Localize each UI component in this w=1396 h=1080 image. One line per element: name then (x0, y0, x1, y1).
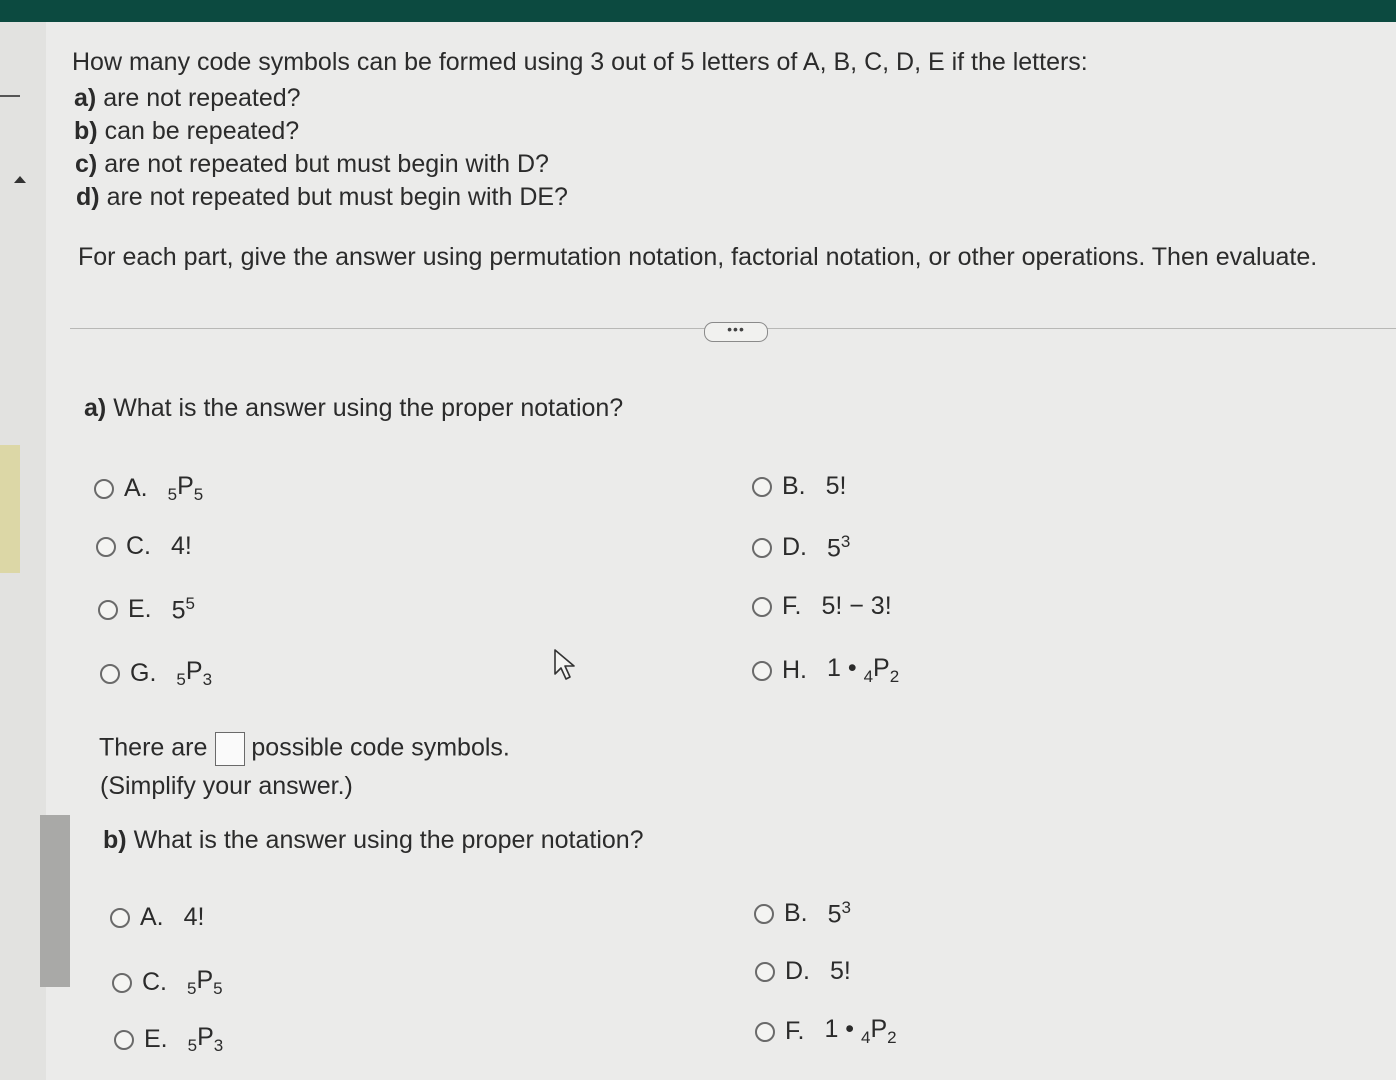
part-a-option-b[interactable]: B. 5! (752, 472, 846, 501)
part-b-option-c[interactable]: C. $_5P_5$ (112, 966, 223, 999)
question-part-d: d) are not repeated but must begin with DE? (76, 183, 568, 211)
part-a-option-a[interactable]: A. $_5P_5$ (94, 472, 203, 505)
part-a-option-c[interactable]: C. 4! (96, 532, 192, 561)
part-a-prompt: a) What is the answer using the proper notation? (84, 394, 624, 422)
radio-button[interactable] (96, 537, 116, 557)
radio-button[interactable] (752, 597, 772, 617)
radio-button[interactable] (752, 661, 772, 681)
option-math: 1 • $_4P_2$ (827, 654, 900, 686)
radio-button[interactable] (752, 538, 772, 558)
option-math: $_5P_5$ (187, 966, 223, 998)
part-b-option-d[interactable]: D. 5! (755, 957, 851, 986)
part-b-option-e[interactable]: E. $_5P_3$ (114, 1023, 223, 1056)
option-math: $5^3$ (827, 898, 851, 929)
option-math: $5^5$ (171, 594, 195, 625)
simplify-note: (Simplify your answer.) (100, 772, 353, 800)
question-part-b: b) can be repeated? (74, 117, 300, 145)
part-a-option-h[interactable]: H. 1 • $_4P_2$ (752, 654, 899, 687)
option-math: $_5P_3$ (176, 657, 213, 689)
part-b-prompt: b) What is the answer using the proper notation? (103, 826, 644, 854)
option-math: $_5P_3$ (187, 1023, 224, 1055)
answer-input[interactable] (215, 732, 245, 766)
radio-button[interactable] (752, 477, 772, 497)
mouse-pointer-icon (552, 648, 582, 682)
option-math: $_5P_5$ (167, 472, 204, 504)
radio-button[interactable] (94, 479, 114, 499)
scrollbar-thumb[interactable] (40, 815, 70, 987)
part-a-option-d[interactable]: D. $5^3$ (752, 532, 850, 563)
question-part-c: c) are not repeated but must begin with D? (75, 150, 549, 178)
left-panel-tick (0, 95, 20, 97)
answer-sentence: There are possible code symbols. (99, 732, 510, 766)
radio-button[interactable] (755, 1022, 775, 1042)
part-a-option-f[interactable]: F. 5! − 3! (752, 592, 892, 621)
radio-button[interactable] (98, 600, 118, 620)
question-part-a: a) are not repeated? (74, 84, 301, 112)
instructions: For each part, give the answer using permutation notation, factorial notation, or other operations. Then evaluate. (78, 243, 1318, 271)
question-intro: How many code symbols can be formed using 3 out of 5 letters of A, B, C, D, E if the letters: (72, 48, 1088, 76)
option-math: $5^3$ (827, 532, 851, 563)
part-b-option-b[interactable]: B. $5^3$ (754, 898, 851, 929)
part-a-option-e[interactable]: E. $5^5$ (98, 594, 195, 625)
radio-button[interactable] (110, 908, 130, 928)
radio-button[interactable] (114, 1030, 134, 1050)
part-b-option-f[interactable]: F. 1 • $_4P_2$ (755, 1015, 897, 1048)
part-a-option-g[interactable]: G. $_5P_3$ (100, 657, 212, 690)
more-button[interactable]: ••• (704, 322, 768, 342)
left-panel-highlight (0, 445, 20, 573)
option-math: 1 • $_4P_2$ (824, 1015, 897, 1047)
top-bar (0, 0, 1396, 22)
part-b-option-a[interactable]: A. 4! (110, 903, 204, 932)
radio-button[interactable] (100, 664, 120, 684)
radio-button[interactable] (112, 973, 132, 993)
radio-button[interactable] (754, 904, 774, 924)
radio-button[interactable] (755, 962, 775, 982)
collapse-arrow-icon[interactable] (14, 176, 26, 183)
